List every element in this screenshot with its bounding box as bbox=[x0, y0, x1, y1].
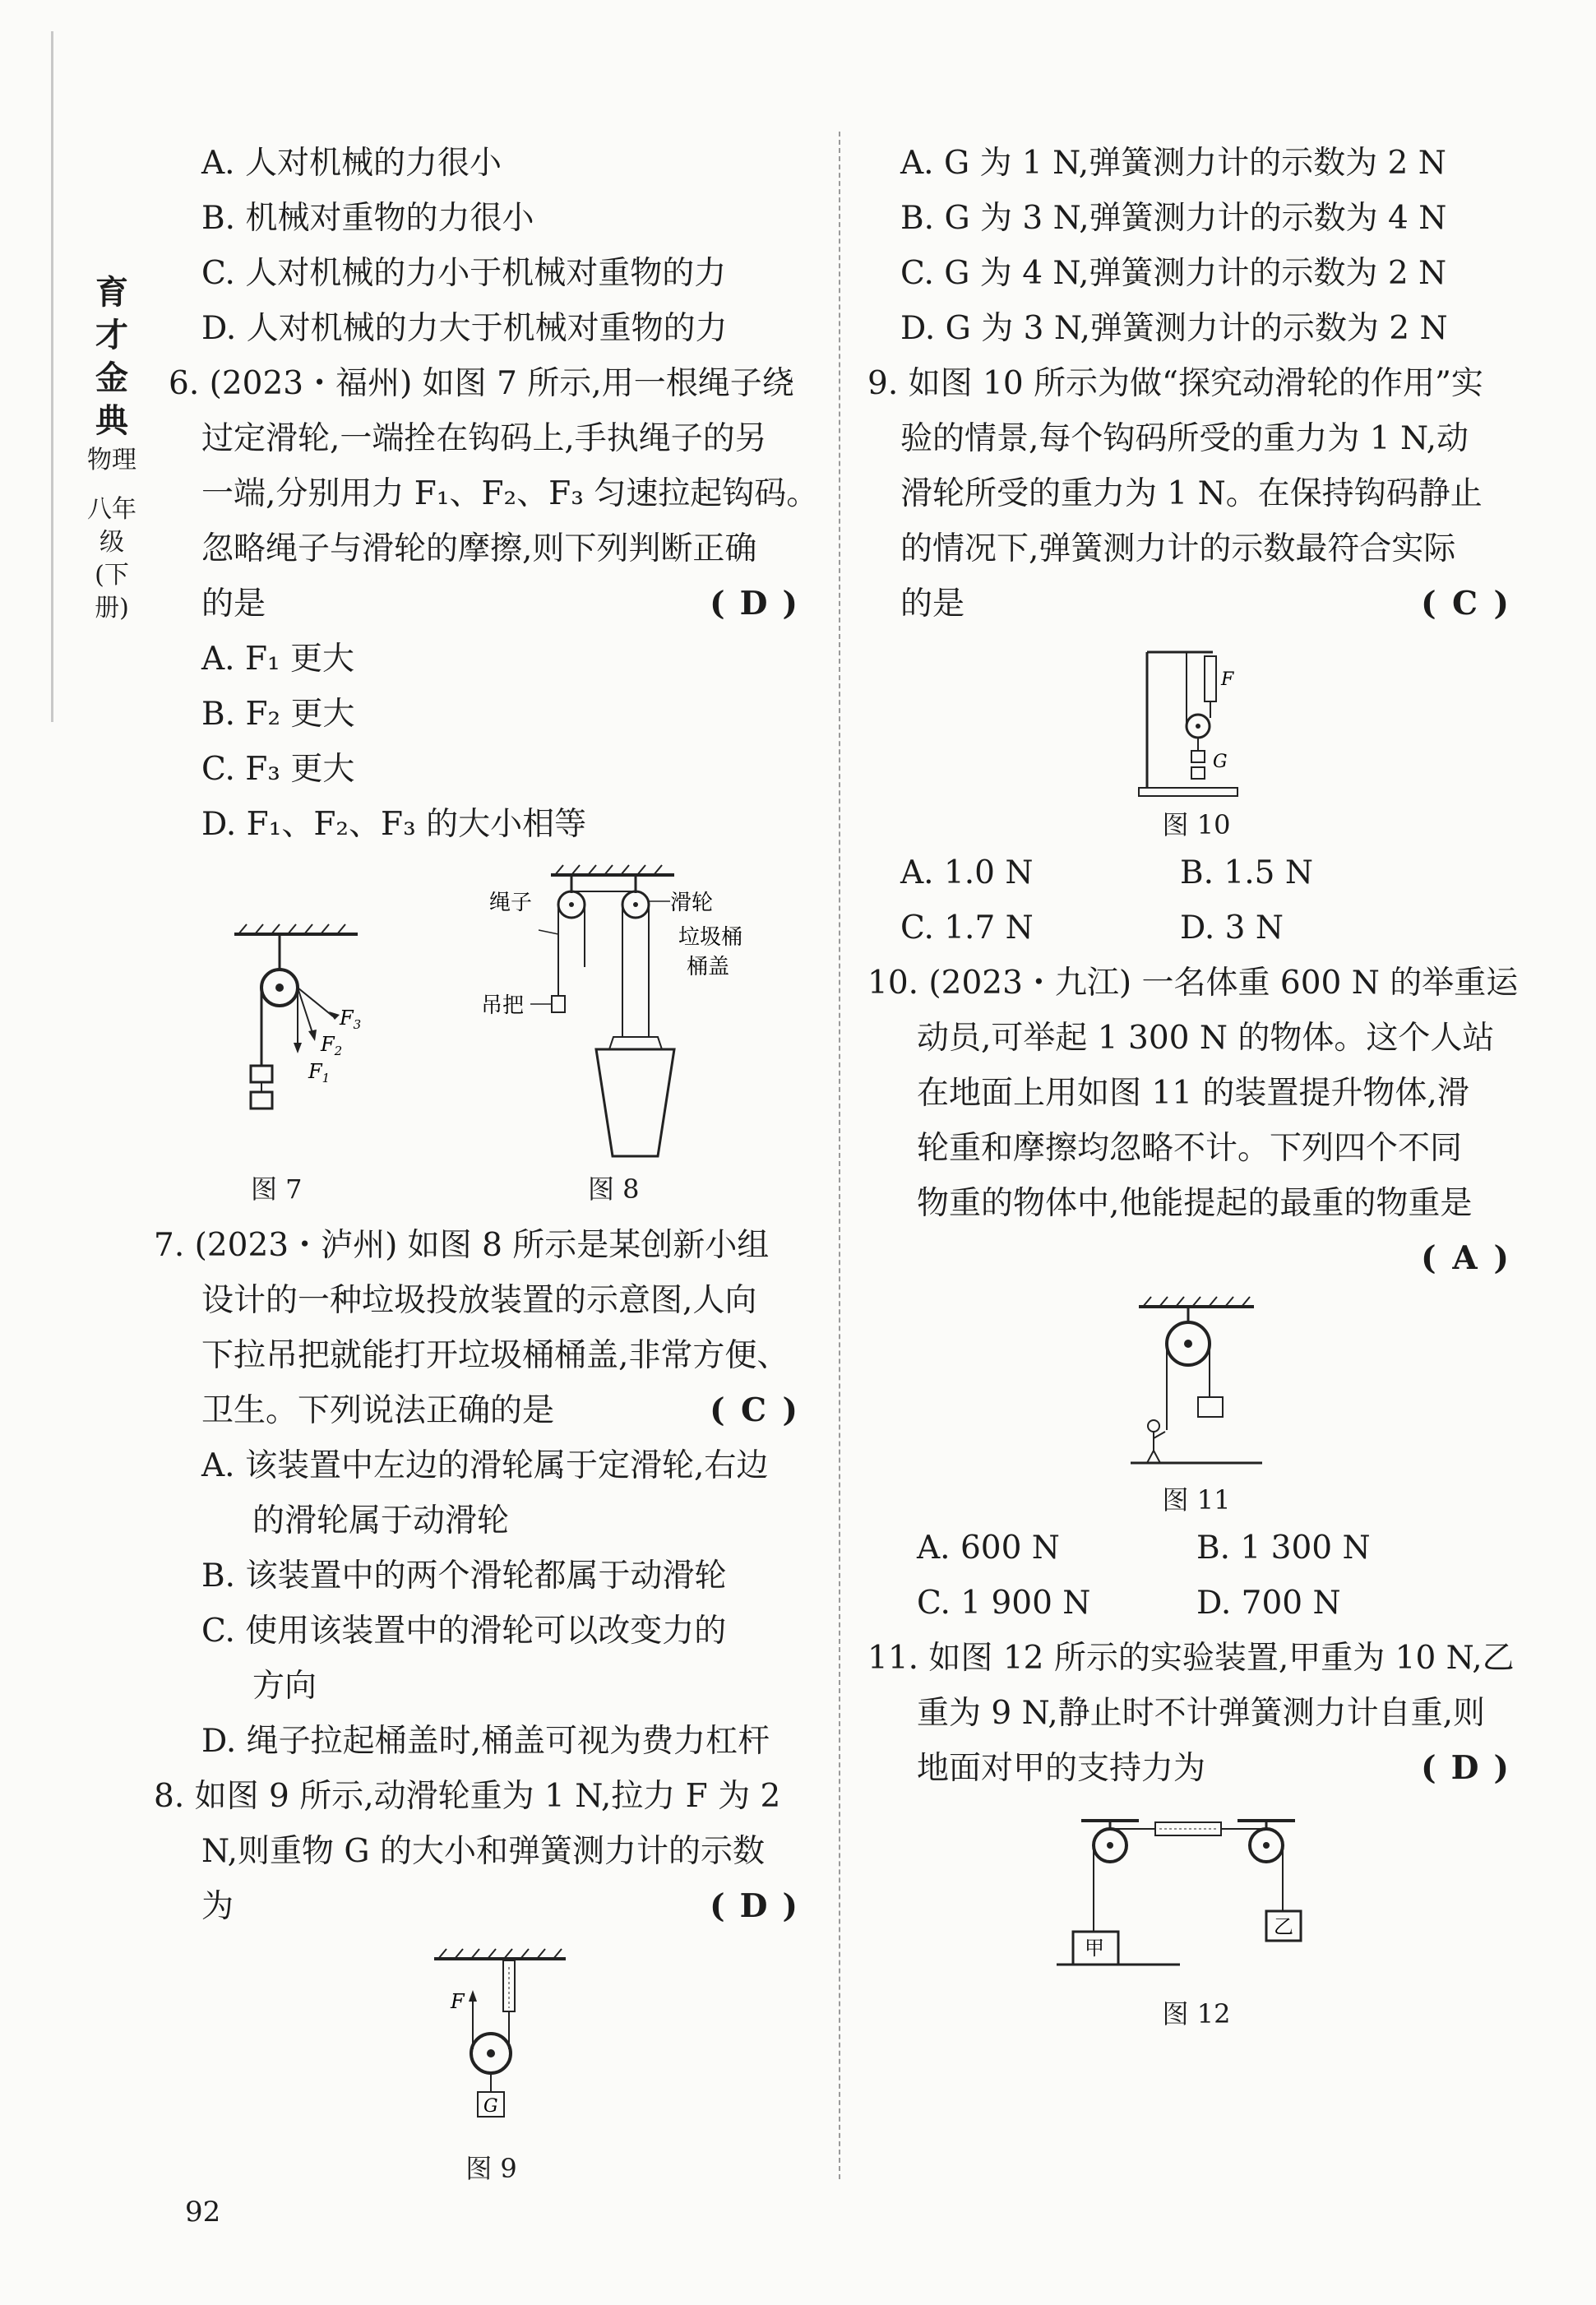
figure-9 bbox=[401, 1942, 582, 2148]
book-subject bbox=[87, 444, 136, 625]
q9-option-d: D. 3 N bbox=[1180, 910, 1284, 947]
q6-stem-end: 的是 ( D ) bbox=[169, 576, 814, 632]
svg-text:F2: $F_2$ bbox=[321, 1033, 343, 1058]
svg-text:F3: $F_3$ bbox=[340, 1007, 362, 1032]
q11-line: 11. 如图 12 所示的实验装置,甲重为 10 N,乙 bbox=[867, 1640, 1515, 1677]
q10-line: 物重的物体中,他能提起的最重的物重是 bbox=[917, 1185, 1473, 1222]
q6-line: 6. (2023・福州) 如图 7 所示,用一根绳子绕 bbox=[169, 365, 794, 402]
figure-7 bbox=[210, 910, 399, 1156]
q5-option-d: D. 人对机械的力大于机械对重物的力 bbox=[201, 310, 728, 347]
q6-line: 一端,分别用力 F₁、F₂、F₃ 匀速拉起钩码。 bbox=[201, 475, 819, 512]
q11-answer: ( D ) bbox=[1421, 1749, 1509, 1787]
q7-option-a-cont: 的滑轮属于动滑轮 bbox=[252, 1502, 510, 1539]
fig8-label-pulley: 滑轮 bbox=[670, 891, 714, 915]
q9-option-a: A. 1.0 N bbox=[900, 854, 1034, 891]
fig7-caption: 图 7 bbox=[251, 1173, 303, 1205]
q6-option-d: D. F₁、F₂、F₃ 的大小相等 bbox=[201, 806, 587, 843]
q7-option-b: B. 该装置中的两个滑轮都属于动滑轮 bbox=[201, 1557, 727, 1595]
q7-line: 下拉吊把就能打开垃圾桶桶盖,非常方便、 bbox=[201, 1337, 789, 1374]
q8-option-b: B. G 为 3 N,弹簧测力计的示数为 4 N bbox=[900, 200, 1447, 237]
q5-option-c: C. 人对机械的力小于机械对重物的力 bbox=[201, 255, 727, 292]
book-title: 育才金典 bbox=[95, 273, 128, 440]
q9-line: 滑轮所受的重力为 1 N。在保持钩码静止 bbox=[900, 475, 1483, 512]
q8-line: N,则重物 G 的大小和弹簧测力计的示数 bbox=[201, 1833, 765, 1870]
q10-line: 动员,可举起 1 300 N 的物体。这个人站 bbox=[917, 1020, 1495, 1057]
fig8-label-bin: 垃圾桶 bbox=[678, 925, 743, 950]
q7-option-c-cont: 方向 bbox=[252, 1668, 317, 1705]
fig9-caption: 图 9 bbox=[465, 2153, 517, 2184]
q8-answer: ( D ) bbox=[710, 1887, 798, 1925]
svg-text:F: F bbox=[450, 1990, 465, 2013]
figure-8 bbox=[448, 852, 793, 1164]
q10-options bbox=[867, 1520, 1525, 1576]
q7-option-a: A. 该装置中左边的滑轮属于定滑轮,右边 bbox=[201, 1447, 769, 1484]
q10-answer: ( A ) bbox=[1421, 1239, 1509, 1277]
fig11-caption: 图 11 bbox=[1162, 1484, 1231, 1516]
q9-option-b: B. 1.5 N bbox=[1180, 854, 1313, 891]
column-divider bbox=[839, 132, 840, 2179]
figures-7-8 bbox=[169, 852, 814, 1218]
q8-option-c: C. G 为 4 N,弹簧测力计的示数为 2 N bbox=[900, 255, 1447, 292]
q8-stem-end: 为 ( D ) bbox=[169, 1879, 814, 1934]
svg-text:F1: $F_1$ bbox=[308, 1060, 331, 1085]
q5-option-b: B. 机械对重物的力很小 bbox=[201, 200, 534, 237]
q7-answer: ( C ) bbox=[710, 1391, 798, 1429]
q6-option-a: A. F₁ 更大 bbox=[201, 641, 355, 678]
q8-line: 8. 如图 9 所示,动滑轮重为 1 N,拉力 F 为 2 bbox=[154, 1778, 781, 1815]
q9-stem-end: 的是 ( C ) bbox=[867, 576, 1525, 632]
q9-options bbox=[867, 845, 1525, 900]
q9-line: 的情况下,弹簧测力计的示数最符合实际 bbox=[900, 530, 1456, 567]
q6-line: 过定滑轮,一端拴在钩码上,手执绳子的另 bbox=[201, 420, 767, 457]
q10-line: 10. (2023・九江) 一名体重 600 N 的举重运 bbox=[867, 965, 1519, 1002]
figure-10 bbox=[1122, 640, 1270, 804]
q10-line: 轮重和摩擦均忽略不计。下列四个不同 bbox=[917, 1130, 1463, 1167]
q10-option-d: D. 700 N bbox=[1196, 1585, 1341, 1622]
q7-stem-end: 卫生。下列说法正确的是 ( C ) bbox=[169, 1383, 814, 1438]
fig12-label-yi: 乙 bbox=[1274, 1915, 1293, 1938]
left-column bbox=[154, 136, 819, 2189]
q10-option-b: B. 1 300 N bbox=[1196, 1530, 1371, 1567]
fig10-caption: 图 10 bbox=[1162, 809, 1231, 840]
q5-option-a: A. 人对机械的力很小 bbox=[201, 145, 502, 182]
q9-options bbox=[867, 900, 1525, 956]
q10-option-c: C. 1 900 N bbox=[917, 1585, 1091, 1622]
q7-line: 7. (2023・泸州) 如图 8 所示是某创新小组 bbox=[154, 1227, 770, 1264]
q6-option-b: B. F₂ 更大 bbox=[201, 696, 355, 733]
fig8-label-handle: 吊把 bbox=[481, 993, 525, 1018]
q7-option-c: C. 使用该装置中的滑轮可以改变力的 bbox=[201, 1613, 727, 1650]
figure-12 bbox=[1048, 1804, 1344, 1993]
q8-option-a: A. G 为 1 N,弹簧测力计的示数为 2 N bbox=[900, 145, 1446, 182]
q10-option-a: A. 600 N bbox=[917, 1530, 1060, 1567]
q10-options bbox=[867, 1576, 1525, 1631]
fig12-caption: 图 12 bbox=[1162, 1998, 1231, 2030]
q6-option-c: C. F₃ 更大 bbox=[201, 751, 355, 788]
q6-line: 忽略绳子与滑轮的摩擦,则下列判断正确 bbox=[201, 530, 757, 567]
q9-line: 验的情景,每个钩码所受的重力为 1 N,动 bbox=[900, 420, 1469, 457]
q10-answer-line bbox=[867, 1231, 1525, 1286]
q8-option-d: D. G 为 3 N,弹簧测力计的示数为 2 N bbox=[900, 310, 1448, 347]
grade-label: 八年级(下册) bbox=[87, 495, 136, 623]
svg-text:G: G bbox=[1213, 752, 1228, 772]
q9-answer: ( C ) bbox=[1421, 585, 1509, 623]
q9-line: 9. 如图 10 所示为做“探究动滑轮的作用”实 bbox=[867, 365, 1483, 402]
fig12-label-jia: 甲 bbox=[1085, 1937, 1104, 1960]
q7-line: 设计的一种垃圾投放装置的示意图,人向 bbox=[201, 1282, 757, 1319]
q6-answer: ( D ) bbox=[710, 585, 798, 623]
fig8-label-lid: 桶盖 bbox=[687, 955, 730, 979]
fig8-label-rope: 绳子 bbox=[489, 891, 533, 915]
q9-option-c: C. 1.7 N bbox=[900, 910, 1034, 947]
q11-line: 重为 9 N,静止时不计弹簧测力计自重,则 bbox=[917, 1695, 1486, 1732]
svg-text:G: G bbox=[483, 2096, 498, 2117]
subject-label: 物理 bbox=[87, 446, 136, 474]
q7-option-d: D. 绳子拉起桶盖时,桶盖可视为费力杠杆 bbox=[201, 1723, 770, 1760]
page-number: 92 bbox=[185, 2196, 221, 2229]
svg-text:F: F bbox=[1221, 669, 1234, 690]
figure-11 bbox=[1114, 1290, 1279, 1479]
spine-rule bbox=[51, 31, 72, 722]
q11-stem-end: 地面对甲的支持力为 ( D ) bbox=[867, 1741, 1525, 1796]
right-column bbox=[867, 136, 1525, 2034]
fig8-caption: 图 8 bbox=[588, 1173, 640, 1205]
q10-line: 在地面上用如图 11 的装置提升物体,滑 bbox=[917, 1075, 1469, 1112]
